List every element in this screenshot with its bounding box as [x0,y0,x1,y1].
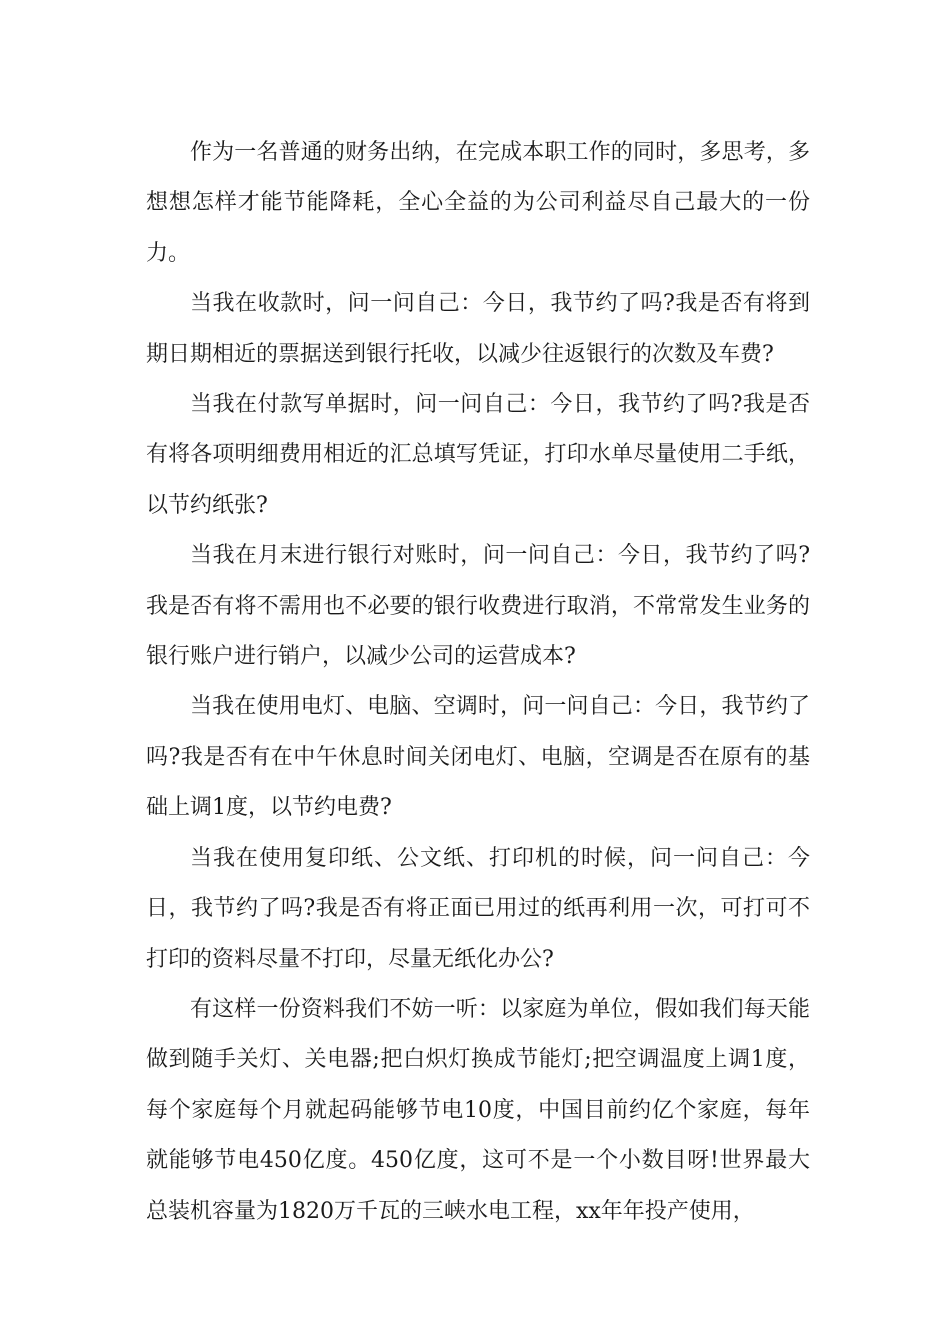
paragraph-2: 当我在收款时，问一问自己：今日，我节约了吗?我是否有将到期日期相近的票据送到银行托收，以减少往返银行的次数及车费? [146,291,810,367]
paragraph-6: 当我在使用复印纸、公文纸、打印机的时候，问一问自己：今日，我节约了吗?我是否有将正面已用过的纸再利用一次，可打可不打印的资料尽量不打印，尽量无纸化办公? [146,845,810,972]
document-body [146,128,810,1237]
paragraph-7: 有这样一份资料我们不妨一听：以家庭为单位，假如我们每天能做到随手关灯、关电器;把白炽灯换成节能灯;把空调温度上调1度，每个家庭每个月就起码能够节电10度，中国目前约亿个家庭，每年就能够节电450亿度。450亿度，这可不是一个小数目呀!世界最大总装机容量为1820万千瓦的三峡水电工程，xx年年投产使用， [146,996,810,1224]
paragraph-1: 作为一名普通的财务出纳，在完成本职工作的同时，多思考，多想想怎样才能节能降耗，全心全益的为公司利益尽自己最大的一份力。 [146,140,810,266]
paragraph-4: 当我在月末进行银行对账时，问一问自己：今日，我节约了吗?我是否有将不需用也不必要的银行收费进行取消，不常常发生业务的银行账户进行销户，以减少公司的运营成本? [146,543,810,670]
paragraph-5: 当我在使用电灯、电脑、空调时，问一问自己：今日，我节约了吗?我是否有在中午休息时间关闭电灯、电脑，空调是否在原有的基础上调1度，以节约电费? [146,694,810,821]
paragraph-3: 当我在付款写单据时，问一问自己：今日，我节约了吗?我是否有将各项明细费用相近的汇总填写凭证，打印水单尽量使用二手纸，以节约纸张? [146,392,810,518]
